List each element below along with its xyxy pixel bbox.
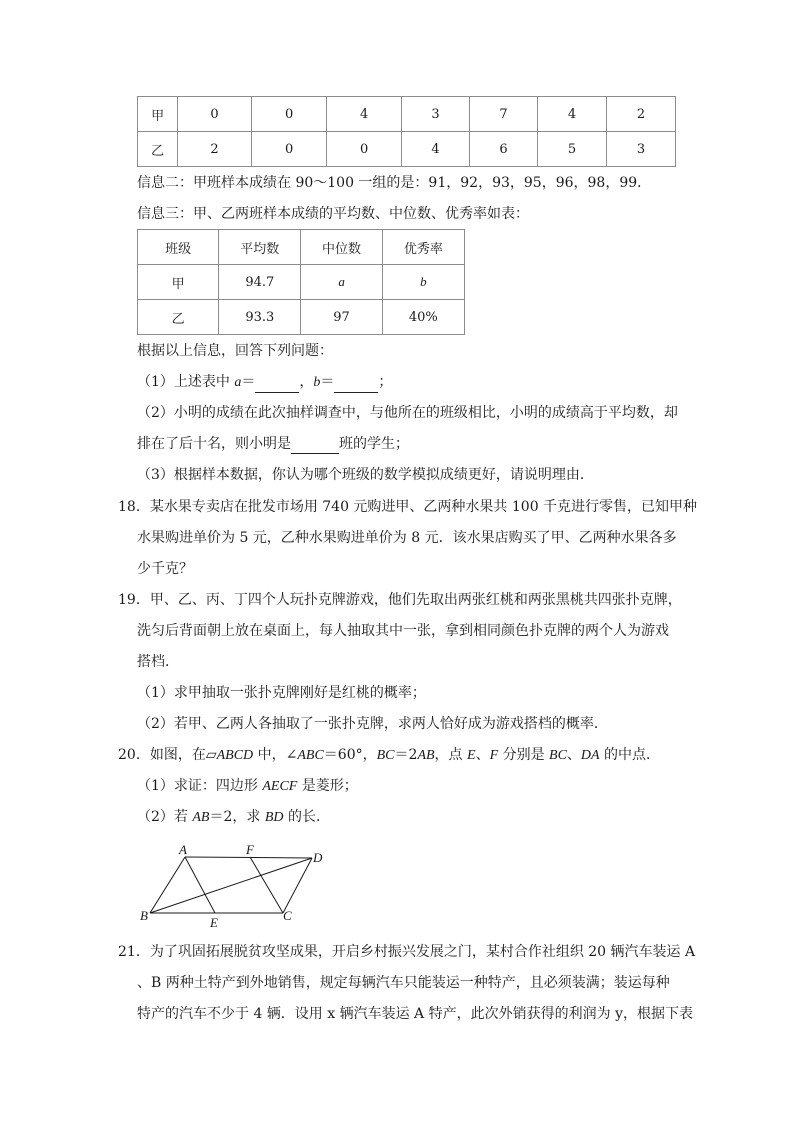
table-header-row [138, 230, 465, 265]
info-two: 信息二：甲班样本成绩在 90～100 一组的是：91，92，93，95，96，98，99． [137, 175, 652, 191]
table-cell: 0 [251, 97, 327, 132]
q20-text: 的长． [283, 809, 330, 825]
answer-blank-class[interactable] [291, 439, 339, 454]
table-cell: 5 [538, 132, 607, 167]
q19-line1: 19．甲、乙、丙、丁四个人玩扑克牌游戏，他们先取出两张红桃和两张黑桃共四张扑克牌， [118, 592, 682, 608]
label-c: C [283, 908, 292, 923]
var-ab: AB [417, 748, 435, 763]
var-da: DA [580, 748, 600, 763]
rate-cell: b [382, 265, 464, 300]
table-cell: 0 [251, 132, 327, 167]
q20-text: 的中点． [599, 747, 661, 763]
segment-fc [250, 857, 283, 913]
statistics-table [137, 229, 465, 335]
equals-sign: ＝ [320, 374, 335, 390]
q21-line1: 21．为了巩固拓展脱贫攻坚成果，开启乡村振兴发展之门，某村合作社组织 20 辆汽车装运 A [118, 944, 696, 960]
var-bc: BC [376, 748, 395, 763]
var-abcd: ABCD [216, 748, 254, 763]
var-a: a [234, 375, 242, 390]
q17-part2-text: 排在了后十名，则小明是 [137, 436, 291, 452]
q20-text: 中，∠ [253, 747, 298, 763]
q17-part1-text: （1）上述表中 [137, 374, 235, 390]
q21-line3: 特产的汽车不少于 4 辆．设用 x 辆汽车装运 A 特产，此次外销获得的利润为 y，根据下表 [137, 1006, 693, 1022]
parallelogram-figure [135, 838, 335, 932]
q19-part1: （1）求甲抽取一张扑克牌刚好是红桃的概率； [137, 685, 426, 701]
header-cell: 中位数 [301, 230, 382, 265]
q17-part2-text-end: 班的学生； [339, 436, 409, 452]
mean-cell: 94.7 [219, 265, 301, 300]
label-e: E [210, 915, 218, 930]
table-cell: 3 [606, 132, 675, 167]
var-bc: BC [549, 748, 567, 763]
var-bd: BD [264, 810, 284, 825]
table-cell: 7 [469, 97, 537, 132]
q18-line1: 18．某水果专卖店在批发市场用 740 元购进甲、乙两种水果共 100 千克进行零售，已知甲种 [118, 499, 698, 515]
table-cell: 2 [178, 132, 252, 167]
median-cell: 97 [301, 300, 382, 335]
row-label: 乙 [138, 132, 178, 167]
class-cell: 乙 [138, 300, 219, 335]
var-f: F [489, 748, 499, 763]
q20-text: 是菱形； [297, 778, 358, 794]
segment-ae [185, 857, 215, 913]
q20-text: 分别是 [498, 747, 550, 763]
q20-text: （1）求证：四边形 [137, 778, 263, 794]
var-b: b [313, 375, 321, 390]
row-label: 甲 [138, 97, 178, 132]
table-cell: 2 [606, 97, 675, 132]
side-ab [150, 857, 185, 913]
header-cell: 班级 [138, 230, 219, 265]
q20-part2 [137, 807, 330, 828]
var-aecf: AECF [262, 779, 298, 794]
q18-line3: 少千克？ [137, 561, 193, 577]
table-cell: 4 [327, 97, 402, 132]
q20-text: 、 [475, 747, 490, 763]
q17-part3: （3）根据样本数据，你认为哪个班级的数学模拟成绩更好，请说明理由． [137, 467, 594, 483]
separator: ， [299, 374, 314, 390]
side-ad [185, 857, 312, 858]
q19-line3: 搭档． [137, 654, 179, 670]
table-cell: 6 [469, 132, 537, 167]
label-a: A [179, 842, 187, 857]
q17-part1 [137, 372, 392, 393]
q20-text: ＝2 [394, 747, 418, 763]
answer-blank-b[interactable] [334, 378, 378, 393]
table-cell: 4 [538, 97, 607, 132]
q17-intro: 根据以上信息，回答下列问题： [137, 343, 333, 359]
score-distribution-table [137, 96, 676, 167]
q20-text: ＝60°， [323, 747, 377, 763]
mean-cell: 93.3 [219, 300, 301, 335]
equals-sign: ＝ [241, 374, 256, 390]
table-cell: 0 [327, 132, 402, 167]
q20-text: 、 [566, 747, 581, 763]
q20-text: （2）若 [137, 809, 193, 825]
q20-text: ，点 [434, 747, 467, 763]
q20-part1 [137, 776, 358, 797]
table-row [138, 265, 465, 300]
q21-line2: 、B 两种土特产到外地销售，规定每辆汽车只能装运一种特产，且必须装满；装运每种 [137, 975, 670, 991]
q17-part2-line1: （2）小明的成绩在此次抽样调查中，与他所在的班级相比，小明的成绩高于平均数，却 [137, 405, 678, 421]
table-row [138, 97, 676, 132]
answer-blank-a[interactable] [255, 378, 299, 393]
var-e: E [467, 748, 476, 763]
q20-text: ＝2，求 [209, 809, 265, 825]
q20-stem [118, 745, 660, 766]
var-abc: ABC [297, 748, 324, 763]
q20-text: 20．如图，在▱ [118, 747, 217, 763]
median-cell: a [301, 265, 382, 300]
q17-part2-line2 [137, 434, 409, 454]
label-d: D [313, 850, 323, 865]
table-row [138, 132, 676, 167]
label-f: F [246, 842, 254, 857]
semicolon: ； [378, 374, 393, 390]
rate-cell: 40% [382, 300, 464, 335]
var-ab: AB [192, 810, 210, 825]
label-b: B [140, 908, 148, 923]
header-cell: 平均数 [219, 230, 301, 265]
class-cell: 甲 [138, 265, 219, 300]
table-row [138, 300, 465, 335]
q18-line2: 水果购进单价为 5 元，乙种水果购进单价为 8 元．该水果店购买了甲、乙两种水果各多 [137, 530, 677, 546]
table-cell: 3 [401, 97, 469, 132]
table-cell: 0 [178, 97, 252, 132]
info-three: 信息三：甲、乙两班样本成绩的平均数、中位数、优秀率如表： [137, 206, 529, 222]
q19-line2: 洗匀后背面朝上放在桌面上，每人抽取其中一张，拿到相同颜色扑克牌的两个人为游戏 [137, 623, 669, 639]
table-cell: 4 [401, 132, 469, 167]
q19-part2: （2）若甲、乙两人各抽取了一张扑克牌，求两人恰好成为游戏搭档的概率． [137, 716, 608, 732]
header-cell: 优秀率 [382, 230, 464, 265]
